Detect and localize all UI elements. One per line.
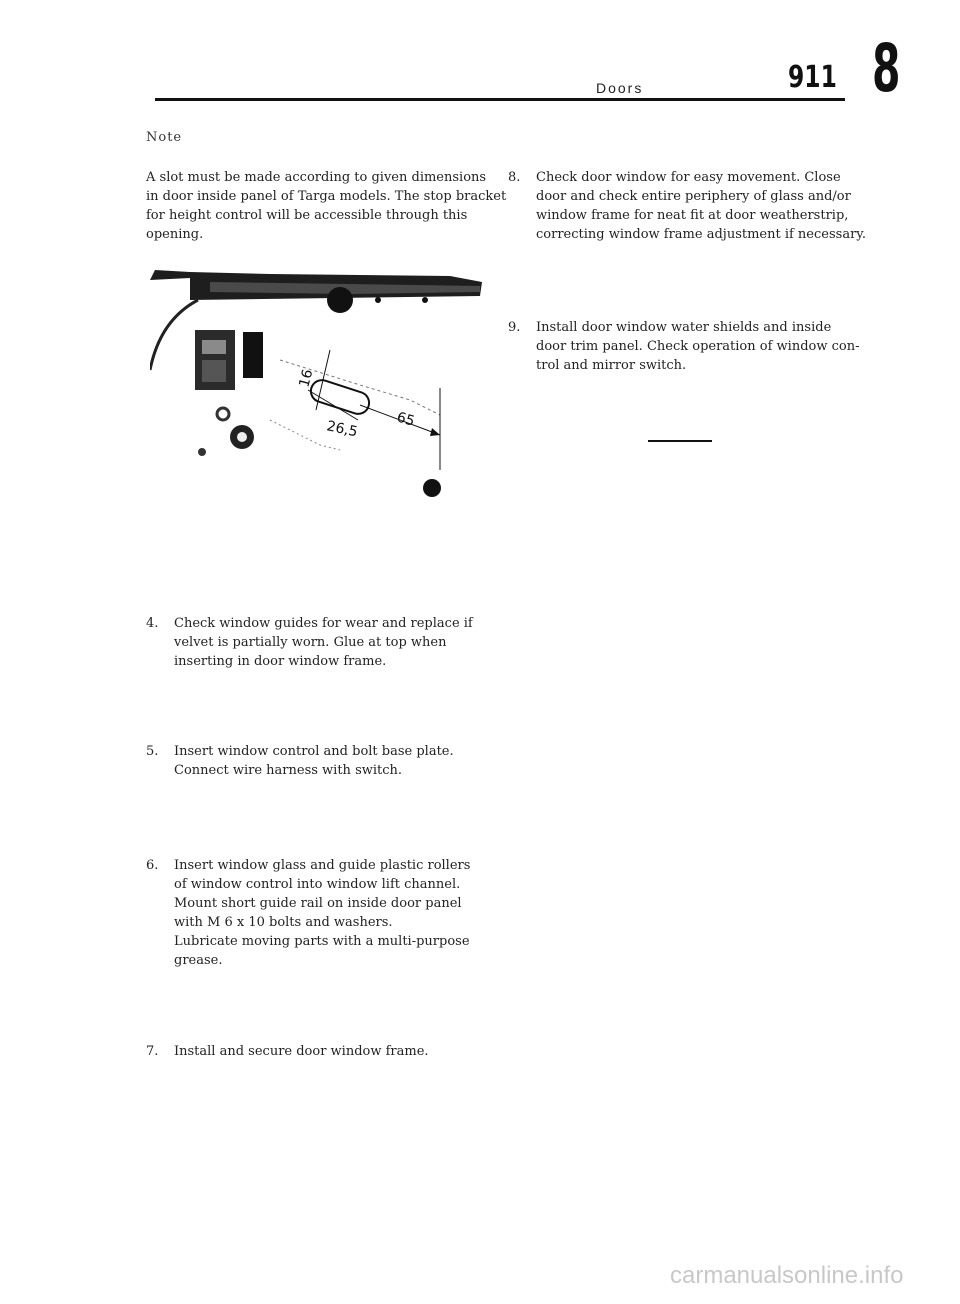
step-text: Install door window water shields and inside door trim panel. Check operation of window con- trol and mirror switch.: [536, 320, 860, 373]
door-hole-small: [422, 297, 428, 303]
door-hole-large: [327, 287, 353, 313]
note-text: A slot must be made according to given dimensions in door inside panel of Targa models. The stop bracket for height control will be accessible through this opening.: [146, 170, 507, 242]
switch-block: [243, 332, 263, 378]
dimension-line: [308, 390, 358, 420]
section-end-rule: [648, 440, 712, 442]
door-hole-small: [375, 297, 381, 303]
section-title: Doors: [596, 80, 644, 96]
door-panel-drawing: [150, 270, 490, 510]
step-7: [146, 1042, 486, 1062]
step-text: Check window guides for wear and replace if velvet is partially worn. Glue at top when inserting in door window frame.: [174, 616, 473, 669]
screw-large-center: [237, 432, 247, 442]
step-8: [508, 168, 868, 248]
step-text: Insert window glass and guide plastic rollers of window control into window lift channel. Mount short guide rail on inside door panel with M 6 x 10 bolts and washers. Lubricate moving parts with a multi-purpose grease.: [174, 858, 471, 968]
switch-button: [202, 360, 226, 382]
step-text: Install and secure door window frame.: [174, 1044, 429, 1059]
screw-ring: [217, 408, 229, 420]
note-title: Note: [146, 130, 183, 145]
step-5: [146, 742, 486, 782]
screw-ring: [198, 448, 206, 456]
screw-bottom: [423, 479, 441, 497]
dimension-arrow: [430, 428, 440, 436]
step-number: 5.: [146, 744, 159, 759]
step-number: 9.: [508, 320, 521, 335]
switch-button: [202, 340, 226, 354]
step-6: [146, 856, 486, 976]
slot-outline: [308, 377, 372, 416]
step-9: [508, 318, 868, 378]
step-number: 7.: [146, 1044, 159, 1059]
watermark: carmanualsonline.info: [670, 1262, 904, 1289]
header-rule: [155, 98, 845, 101]
step-4: [146, 614, 486, 674]
model-number: 911: [788, 60, 837, 95]
step-text: Insert window control and bolt base plate. Connect wire harness with switch.: [174, 744, 454, 778]
step-number: 6.: [146, 858, 159, 873]
door-edge-line: [150, 300, 198, 370]
step-number: 4.: [146, 616, 159, 631]
door-panel-figure: [150, 270, 490, 510]
chapter-number: 8: [872, 30, 901, 107]
dimension-offset-label: 26,5: [325, 418, 359, 441]
dimension-length-label: 65: [394, 409, 417, 430]
step-number: 8.: [508, 170, 521, 185]
dimension-height-label: 16: [296, 367, 317, 390]
step-text: Check door window for easy movement. Close door and check entire periphery of glass and/or window frame for neat fit at door weatherstrip, correcting window frame adjustment if necessary.: [536, 170, 867, 242]
